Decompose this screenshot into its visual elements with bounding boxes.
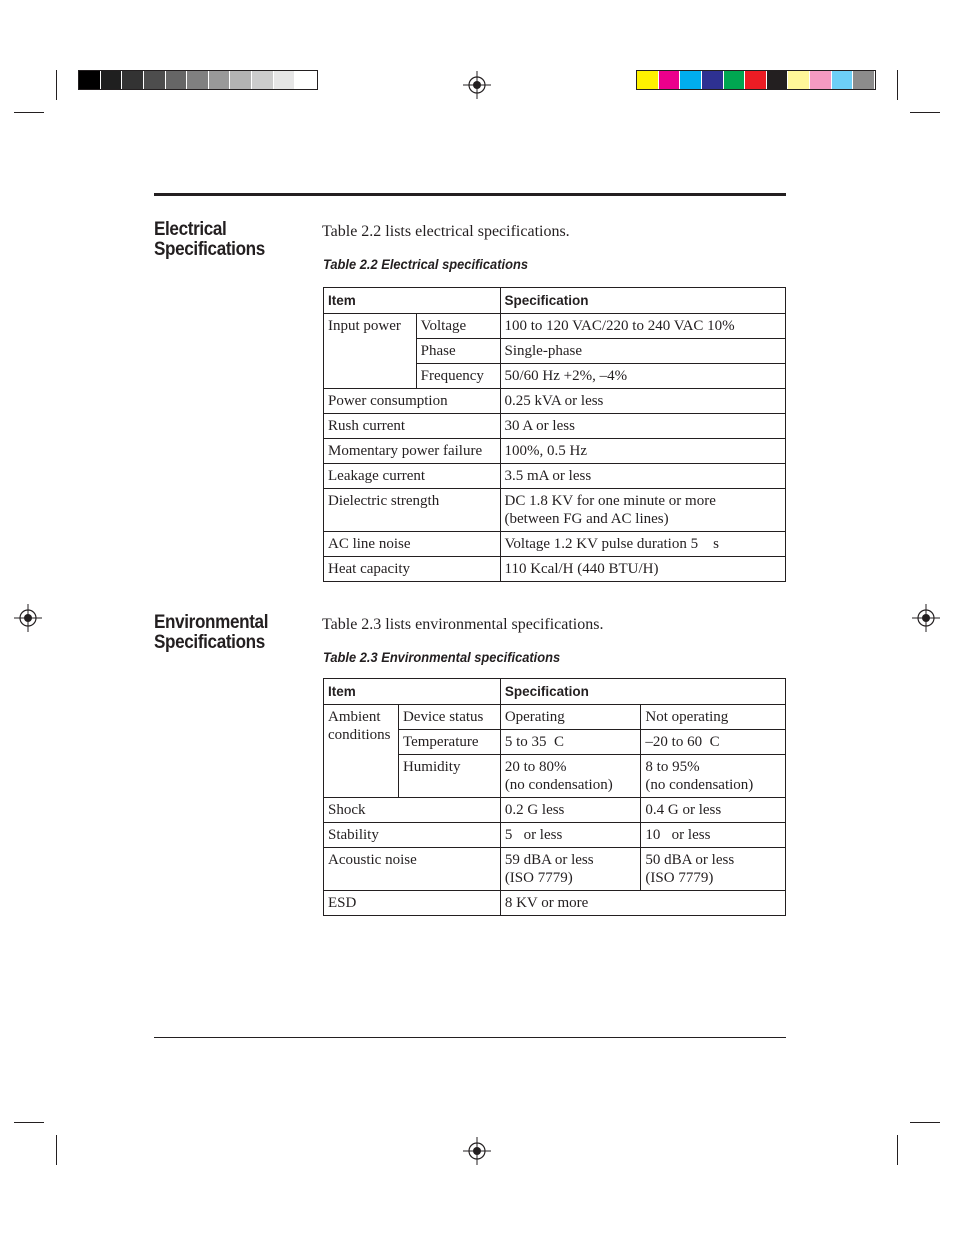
heading-line: Electrical xyxy=(154,219,227,240)
value-line: 20 to 80% xyxy=(504,759,567,775)
table-row xyxy=(324,705,786,730)
color-swatch xyxy=(209,71,231,89)
table-row xyxy=(324,798,786,823)
electrical-intro: Table 2.2 lists electrical specifications. xyxy=(322,223,570,240)
spec-value: 100%, 0.5 Hz xyxy=(500,439,786,464)
label-line: Ambient xyxy=(328,709,381,725)
color-swatch xyxy=(187,71,209,89)
crop-mark xyxy=(897,1135,898,1165)
item-label: Power consumption xyxy=(324,389,501,414)
table-row xyxy=(324,557,786,582)
crop-mark xyxy=(910,112,940,113)
item-label: Shock xyxy=(324,798,501,823)
environmental-heading xyxy=(154,613,268,653)
color-swatch xyxy=(745,71,767,89)
table-row xyxy=(324,489,786,532)
color-swatch xyxy=(122,71,144,89)
value-line: 8 to 95% xyxy=(645,759,700,775)
registration-mark-icon xyxy=(912,604,940,632)
table-row xyxy=(324,314,786,339)
color-swatch xyxy=(274,71,296,89)
value-line: DC 1.8 KV for one minute or more xyxy=(504,493,716,509)
sub-item: Phase xyxy=(416,339,500,364)
item-label: Dielectric strength xyxy=(324,489,501,532)
column-header-specification: Specification xyxy=(500,679,785,705)
input-power-label: Input power xyxy=(324,314,417,389)
color-swatch xyxy=(295,71,317,89)
spec-value xyxy=(500,489,786,532)
operating-value: 5 or less xyxy=(500,823,641,848)
spec-value: 0.25 kVA or less xyxy=(500,389,786,414)
environmental-table-caption: Table 2.3 Environmental specifications xyxy=(323,649,561,665)
spec-value: Voltage 1.2 KV pulse duration 5 s xyxy=(500,532,786,557)
item-label: ESD xyxy=(324,891,501,916)
value-line: (no condensation) xyxy=(504,777,613,793)
table-row xyxy=(324,439,786,464)
operating-value: Operating xyxy=(500,705,641,730)
color-swatch xyxy=(659,71,681,89)
item-label: Rush current xyxy=(324,414,501,439)
sub-item: Voltage xyxy=(416,314,500,339)
item-label: Acoustic noise xyxy=(324,848,501,891)
spec-value: 8 KV or more xyxy=(500,891,785,916)
table-row xyxy=(324,389,786,414)
electrical-heading xyxy=(154,220,265,260)
operating-value xyxy=(500,755,641,798)
heading-line: Specifications xyxy=(154,239,265,260)
table-row xyxy=(324,532,786,557)
table-row xyxy=(324,823,786,848)
not-operating-value: –20 to 60 C xyxy=(641,730,786,755)
operating-value xyxy=(500,848,641,891)
column-header-item: Item xyxy=(324,679,501,705)
item-label: Stability xyxy=(324,823,501,848)
sub-item: Temperature xyxy=(398,730,500,755)
registration-mark-icon xyxy=(463,1137,491,1165)
crop-mark xyxy=(14,1122,44,1123)
column-header-specification: Specification xyxy=(500,288,786,314)
registration-mark-icon xyxy=(463,71,491,99)
color-swatch xyxy=(637,71,659,89)
label-line: conditions xyxy=(328,727,391,743)
not-operating-value: 0.4 G or less xyxy=(641,798,786,823)
ambient-conditions-label xyxy=(324,705,399,798)
electrical-spec-table xyxy=(323,287,786,582)
spec-value: 50/60 Hz +2%, –4% xyxy=(500,364,786,389)
value-line: 50 dBA or less xyxy=(645,852,735,868)
crop-mark xyxy=(897,70,898,100)
item-label: AC line noise xyxy=(324,532,501,557)
crop-mark xyxy=(56,1135,57,1165)
heading-line: Environmental xyxy=(154,612,269,633)
color-swatch xyxy=(101,71,123,89)
item-label: Heat capacity xyxy=(324,557,501,582)
value-line: 59 dBA or less xyxy=(504,852,594,868)
operating-value: 5 to 35 C xyxy=(500,730,641,755)
registration-mark-icon xyxy=(14,604,42,632)
color-swatch xyxy=(166,71,188,89)
value-line: (ISO 7779) xyxy=(645,870,714,886)
color-bar xyxy=(636,70,876,90)
column-header-item: Item xyxy=(324,288,501,314)
color-swatch xyxy=(79,71,101,89)
not-operating-value xyxy=(641,755,786,798)
table-row xyxy=(324,848,786,891)
crop-mark xyxy=(14,112,44,113)
table-header-row xyxy=(324,288,786,314)
not-operating-value: Not operating xyxy=(641,705,786,730)
item-label: Momentary power failure xyxy=(324,439,501,464)
table-row xyxy=(324,414,786,439)
value-line: (no condensation) xyxy=(645,777,754,793)
environmental-spec-table xyxy=(323,678,786,916)
sub-item: Humidity xyxy=(398,755,500,798)
color-swatch xyxy=(788,71,810,89)
spec-value: 100 to 120 VAC/220 to 240 VAC 10% xyxy=(500,314,786,339)
crop-mark xyxy=(56,70,57,100)
header-rule xyxy=(154,193,786,196)
color-swatch xyxy=(702,71,724,89)
color-swatch xyxy=(680,71,702,89)
color-swatch xyxy=(144,71,166,89)
environmental-intro: Table 2.3 lists environmental specifications. xyxy=(322,616,604,633)
grayscale-bar xyxy=(78,70,318,90)
not-operating-value xyxy=(641,848,786,891)
item-label: Leakage current xyxy=(324,464,501,489)
sub-item: Frequency xyxy=(416,364,500,389)
spec-value: 3.5 mA or less xyxy=(500,464,786,489)
color-swatch xyxy=(252,71,274,89)
color-swatch xyxy=(724,71,746,89)
not-operating-value: 10 or less xyxy=(641,823,786,848)
spec-value: 110 Kcal/H (440 BTU/H) xyxy=(500,557,786,582)
color-swatch xyxy=(230,71,252,89)
spec-value: 30 A or less xyxy=(500,414,786,439)
color-swatch xyxy=(810,71,832,89)
value-line: (between FG and AC lines) xyxy=(504,511,669,527)
color-swatch xyxy=(853,71,875,89)
crop-mark xyxy=(910,1122,940,1123)
table-header-row xyxy=(324,679,786,705)
spec-value: Single-phase xyxy=(500,339,786,364)
electrical-table-caption: Table 2.2 Electrical specifications xyxy=(323,256,528,272)
table-row xyxy=(324,891,786,916)
sub-item: Device status xyxy=(398,705,500,730)
color-swatch xyxy=(767,71,789,89)
operating-value: 0.2 G less xyxy=(500,798,641,823)
table-row xyxy=(324,464,786,489)
heading-line: Specifications xyxy=(154,632,265,653)
footer-rule xyxy=(154,1037,786,1038)
value-line: (ISO 7779) xyxy=(504,870,573,886)
color-swatch xyxy=(832,71,854,89)
